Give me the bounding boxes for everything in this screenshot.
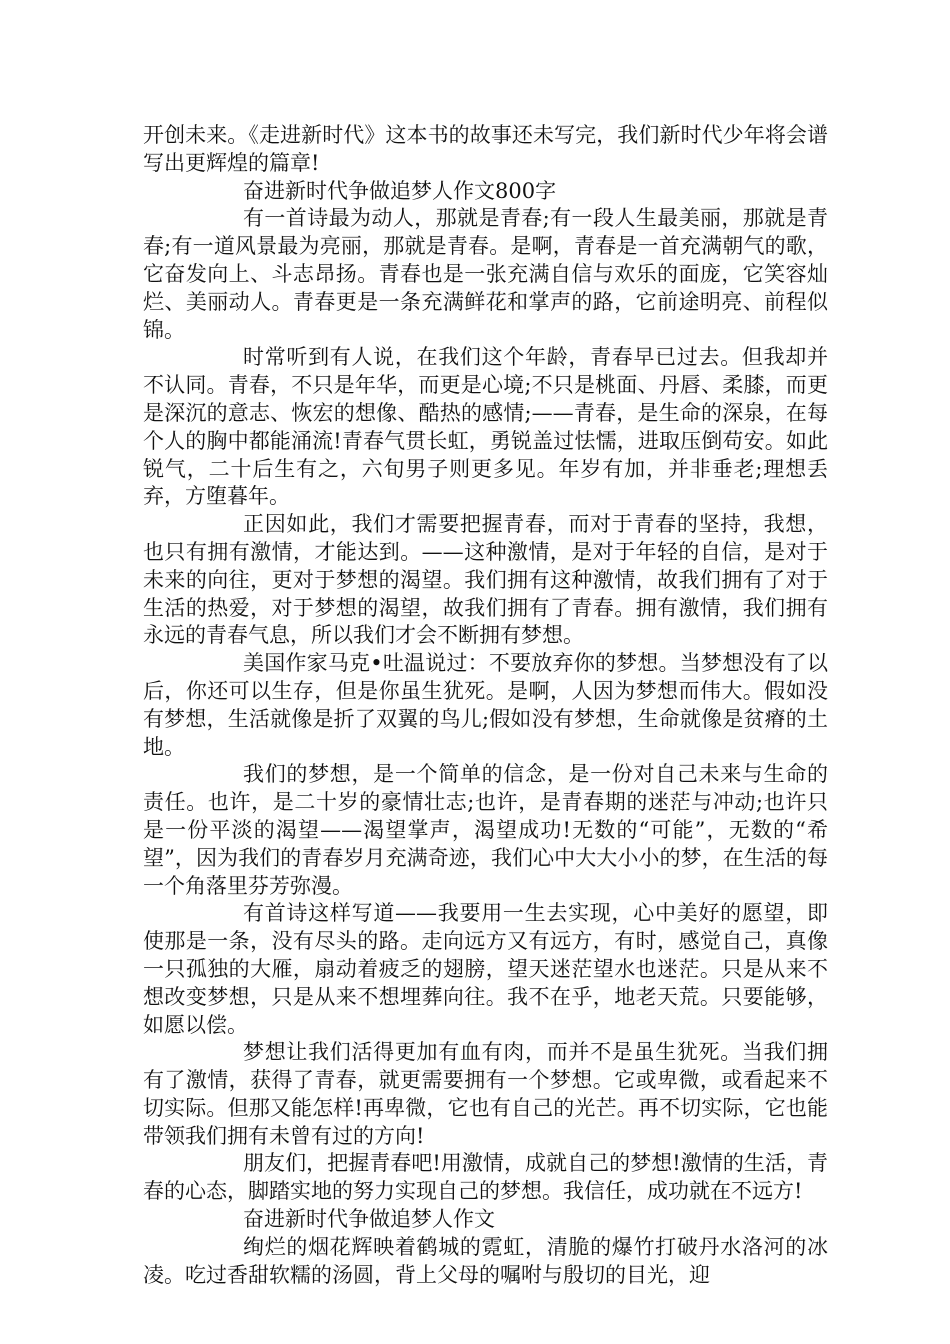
section-title: 奋进新时代争做追梦人作文 <box>243 1207 495 1232</box>
paragraph: 梦想让我们活得更加有血有肉，而并不是虽生犹死。当我们拥有了激情，获得了青春，就更需要拥有一个梦想。它或卑微，或看起来不切实际。但那又能怎样!再卑微，它也有自己的光芒。再不切实际，它也能带领我们拥有未曾有过的方向! <box>143 1040 828 1148</box>
paragraph: 正因如此，我们才需要把握青春，而对于青春的坚持，我想，也只有拥有激情，才能达到。——这种激情，是对于年轻的自信，是对于未来的向往，更对于梦想的渴望。我们拥有这种激情，故我们拥有了对于生活的热爱，对于梦想的渴望，故我们拥有了青春。拥有激情，我们拥有永远的青春气息，所以我们才会不断拥有梦想。 <box>143 512 828 648</box>
paragraph: 有首诗这样写道——我要用一生去实现，心中美好的愿望，即使那是一条，没有尽头的路。走向远方又有远方，有时，感觉自己，真像一只孤独的大雁，扇动着疲乏的翅膀，望天迷茫望水也迷茫。只是从来不想改变梦想，只是从来不想埋葬向往。我不在乎，地老天荒。只要能够，如愿以偿。 <box>143 901 828 1037</box>
paragraph: 我们的梦想，是一个简单的信念，是一份对自己未来与生命的责任。也许，是二十岁的豪情壮志;也许，是青春期的迷茫与冲动;也许只是一份平淡的渴望——渴望掌声，渴望成功!无数的“可能”，无数的“希望”，因为我们的青春岁月充满奇迹，我们心中大大小小的梦，在生活的每一个角落里芬芳弥漫。 <box>143 762 828 898</box>
section-title: 奋进新时代争做追梦人作文800字 <box>243 178 557 203</box>
paragraph: 美国作家马克•吐温说过：不要放弃你的梦想。当梦想没有了以后，你还可以生存，但是你虽生犹死。是啊，人因为梦想而伟大。假如没有梦想，生活就像是折了双翼的鸟儿;假如没有梦想，生命就像是贫瘠的土地。 <box>143 651 828 759</box>
paragraph: 绚烂的烟花辉映着鹤城的霓虹，清脆的爆竹打破丹水洛河的冰凌。吃过香甜软糯的汤圆，背上父母的嘱咐与殷切的目光，迎 <box>143 1234 828 1287</box>
document-body <box>143 122 828 1289</box>
paragraph: 有一首诗最为动人，那就是青春;有一段人生最美丽，那就是青春;有一道风景最为亮丽，那就是青春。是啊，青春是一首充满朝气的歌，它奋发向上、斗志昂扬。青春也是一张充满自信与欢乐的面庞，它笑容灿烂、美丽动人。青春更是一条充满鲜花和掌声的路，它前途明亮、前程似锦。 <box>143 206 828 342</box>
paragraph: 时常听到有人说，在我们这个年龄，青春早已过去。但我却并不认同。青春，不只是年华，而更是心境;不只是桃面、丹唇、柔膝，而更是深沉的意志、恢宏的想像、酷热的感情;——青春，是生命的深泉，在每个人的胸中都能涌流!青春气贯长虹，勇锐盖过怯懦，进取压倒苟安。如此锐气，二十后生有之，六旬男子则更多见。年岁有加，并非垂老;理想丢弃，方堕暮年。 <box>143 345 828 509</box>
paragraph: 朋友们，把握青春吧!用激情，成就自己的梦想!激情的生活，青春的心态，脚踏实地的努力实现自己的梦想。我信任，成功就在不远方! <box>143 1151 828 1204</box>
paragraph: 开创未来。《走进新时代》这本书的故事还未写完，我们新时代少年将会谱写出更辉煌的篇章! <box>143 123 828 175</box>
